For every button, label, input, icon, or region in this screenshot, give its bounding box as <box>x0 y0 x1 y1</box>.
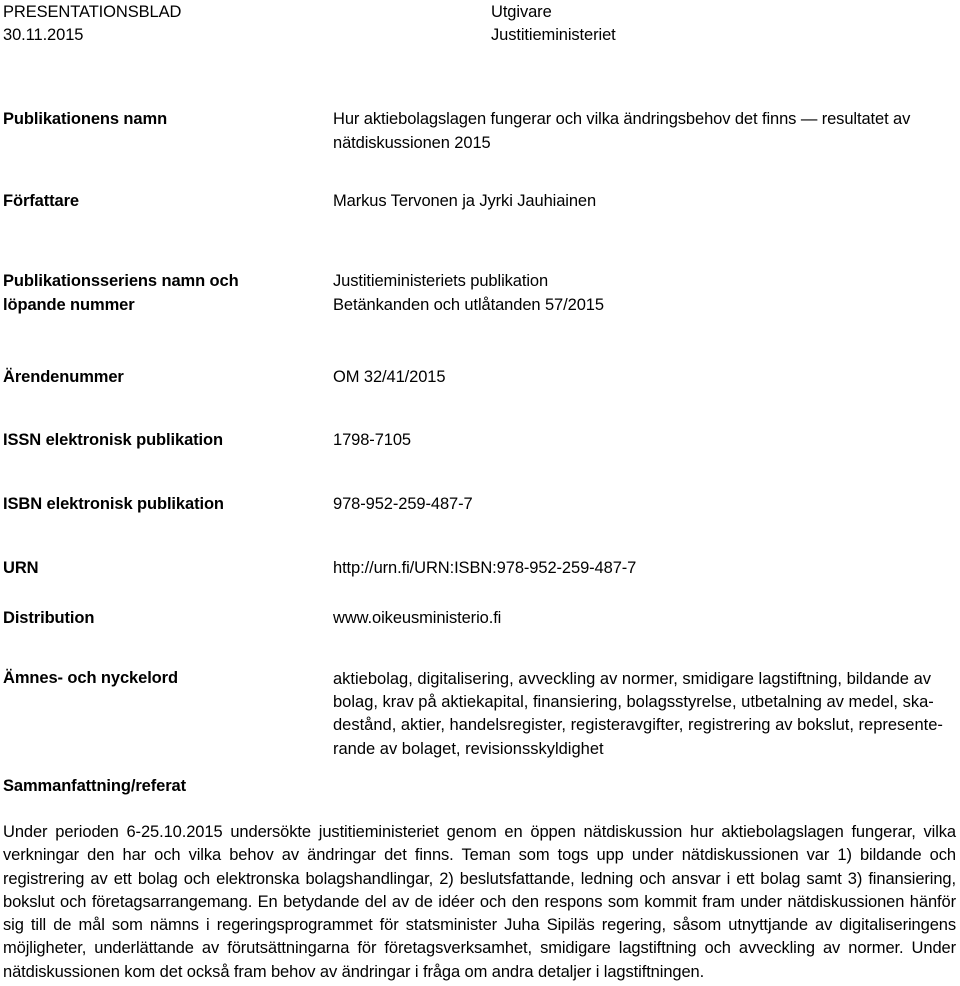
isbn-value: 978-952-259-487-7 <box>333 495 473 513</box>
keywords-line: rande av bolaget, revisionsskyldighet <box>333 739 604 758</box>
summary-text: Under perioden 6-25.10.2015 undersökte justitieministeriet genom en öppen nätdiskussion hur aktiebolagslagen fungerar, vilka verkningar den har och vilka behov av ändringar det finns. Teman som togs upp under nätdiskussionen var 1) bildande och registrering av ett bolag och elektronska bolagshandlingar, 2) beslutsfattande, ledning och ansvar i ett bolag samt 3) finansiering, bokslut och företagsarrangemang. En betydande del av de idéer och den respons som kommit fram under nätdiskussionen hänför sig till de mål som nämns i regeringsprogrammet för statsminister Juha Sipiläs regering, såsom utnyttjande av digitaliseringens möjligheter, underlättande av förutsättningarna för företagsverksamhet, smidigare lagstiftning och avveckling av normer. Under nätdiskussionen kom det också fram behov av ändringar i fråga om andra detaljer i lagstiftningen. <box>3 823 956 981</box>
series-label-line2: löpande nummer <box>3 296 135 314</box>
summary-label: Sammanfattning/referat <box>3 777 187 795</box>
publication-name-value-line1: Hur aktiebolagslagen fungerar och vilka ändringsbehov det finns — resultatet av <box>333 110 911 128</box>
series-value-line1: Justitieministeriets publikation <box>333 272 549 290</box>
distribution-label: Distribution <box>3 609 95 627</box>
issn-value: 1798-7105 <box>333 431 412 449</box>
publication-name-value-line2: nätdiskussionen 2015 <box>333 134 491 152</box>
publisher-label: Utgivare <box>491 3 552 21</box>
document-type: PRESENTATIONSBLAD <box>3 3 182 21</box>
distribution-value: www.oikeusministerio.fi <box>333 609 502 627</box>
case-number-label: Ärendenummer <box>3 368 124 386</box>
keywords-line: aktiebolag, digitalisering, avveckling av normer, smidigare lagstiftning, bildande av <box>333 670 931 688</box>
case-number-value: OM 32/41/2015 <box>333 368 446 386</box>
keywords-value <box>333 668 943 761</box>
publisher-name: Justitieministeriet <box>491 26 616 44</box>
keywords-line: bolag, krav på aktiekapital, finansiering, bolagsstyrelse, utbetalning av medel, ska- <box>333 693 934 712</box>
urn-value: http://urn.fi/URN:ISBN:978-952-259-487-7 <box>333 559 637 577</box>
keywords-line: destånd, aktier, handelsregister, registeravgifter, registrering av bokslut, represente- <box>333 716 943 735</box>
isbn-label: ISBN elektronisk publikation <box>3 495 224 513</box>
series-label-line1: Publikationsseriens namn och <box>3 272 239 290</box>
series-value-line2: Betänkanden och utlåtanden 57/2015 <box>333 296 604 314</box>
keywords-label: Ämnes- och nyckelord <box>3 669 178 687</box>
urn-label: URN <box>3 559 39 577</box>
issn-label: ISSN elektronisk publikation <box>3 431 223 449</box>
author-label: Författare <box>3 192 80 210</box>
author-value: Markus Tervonen ja Jyrki Jauhiainen <box>333 192 597 210</box>
publication-name-label: Publikationens namn <box>3 110 168 128</box>
document-date: 30.11.2015 <box>3 26 84 44</box>
